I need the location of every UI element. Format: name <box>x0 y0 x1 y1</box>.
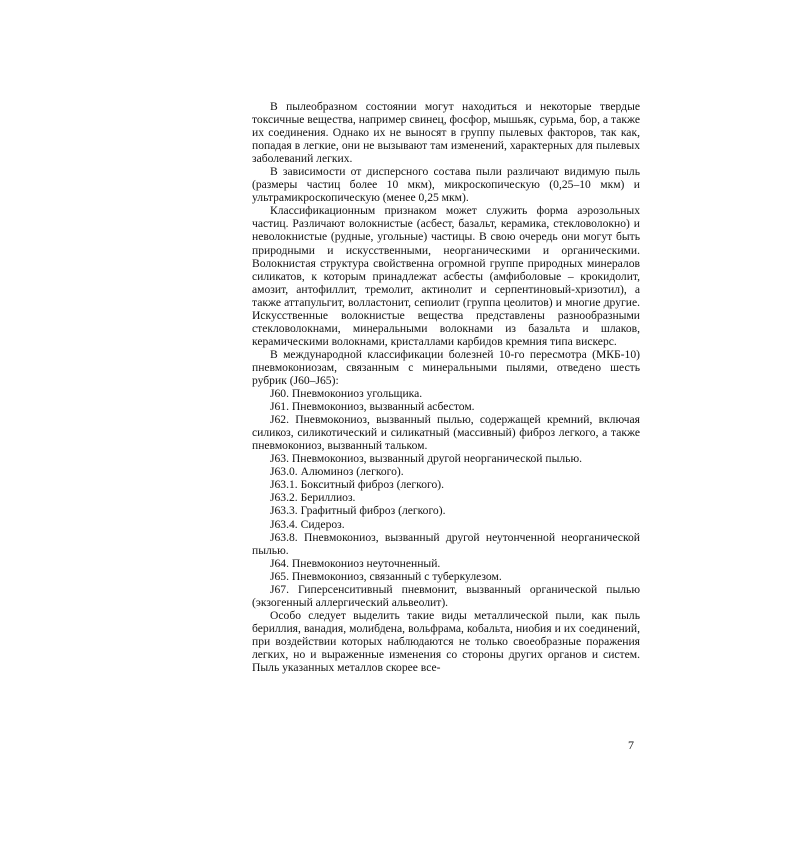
list-item: J63.2. Бериллиоз. <box>270 491 356 505</box>
paragraph: Классификационным признаком может служить форма аэрозольных частиц. Различают волокнистые (асбест, базальт, керамика, стекловолокно) и неволокнистые (рудные, угольные) частицы. В свою очередь они могут быть природными и искусственными, неорганическими и органическими. Волокнистая структура свойственна огромной группе природных минералов силикатов, к которым принадлежат асбесты (амфиболовые – крокидолит, амозит, антофиллит, тремолит, актинолит и серпентиновый-хризотил), а также аттапульгит, волластонит, сепиолит (группа цеолитов) и многие другие. Искусственные волокнистые вещества представлены разнообразными стекловолокнами, минеральными волокнами из базальта и шлаков, керамическими волокнами, кристаллами карбидов кремния типа вискерс. <box>252 204 640 348</box>
paragraph: В международной классификации болезней 10-го пересмотра (МКБ-10) пневмокониозам, связанным с минеральными пылями, отведено шесть рубрик (J60–J65): <box>252 347 640 387</box>
list-item: J60. Пневмокониоз угольщика. <box>270 387 423 401</box>
list-item: J65. Пневмокониоз, связанный с туберкулезом. <box>270 569 502 583</box>
paragraph: Особо следует выделить такие виды металлической пыли, как пыль бериллия, ванадия, молибдена, вольфрама, кобальта, ниобия и их соединений, при воздействии которых наблюдаются не только своеобразные поражения легких, но и выраженные изменения со стороны других органов и систем. Пыль указанных металлов скорее все- <box>252 608 640 675</box>
list-item: J63.3. Графитный фиброз (легкого). <box>270 504 446 518</box>
list-item: J64. Пневмокониоз неуточненный. <box>270 556 441 570</box>
paragraph: В зависимости от дисперсного состава пыли различают видимую пыль (размеры частиц более 10 мкм), микроскопическую (0,25–10 мкм) и ультрамикроскопическую (менее 0,25 мкм). <box>252 165 640 205</box>
list-item: J63. Пневмокониоз, вызванный другой неорганической пылью. <box>270 452 583 466</box>
list-item: J63.0. Алюминоз (легкого). <box>270 465 404 479</box>
list-item: J61. Пневмокониоз, вызванный асбестом. <box>270 400 475 414</box>
page-number: 7 <box>628 738 634 752</box>
list-item: J63.1. Бокситный фиброз (легкого). <box>270 478 445 492</box>
list-item: J62. Пневмокониоз, вызванный пылью, содержащей кремний, включая силикоз, силикотический и силикатный (массивный) фиброз легкого, а также пневмокониоз, вызванный тальком. <box>252 413 640 453</box>
body-text <box>252 100 640 674</box>
list-item: J63.4. Сидероз. <box>270 517 345 531</box>
list-item: J67. Гиперсенситивный пневмонит, вызванный органической пылью (экзогенный аллергический альвеолит). <box>252 582 640 609</box>
list-item: J63.8. Пневмокониоз, вызванный другой неутонченной неорганической пылью. <box>252 530 640 557</box>
paragraph: В пылеобразном состоянии могут находиться и некоторые твердые токсичные вещества, например свинец, фосфор, мышьяк, сурьма, бор, а также их соединения. Однако их не выносят в группу пылевых факторов, так как, попадая в легкие, они не вызывают там изменений, характерных для пылевых заболеваний легких. <box>252 100 640 166</box>
